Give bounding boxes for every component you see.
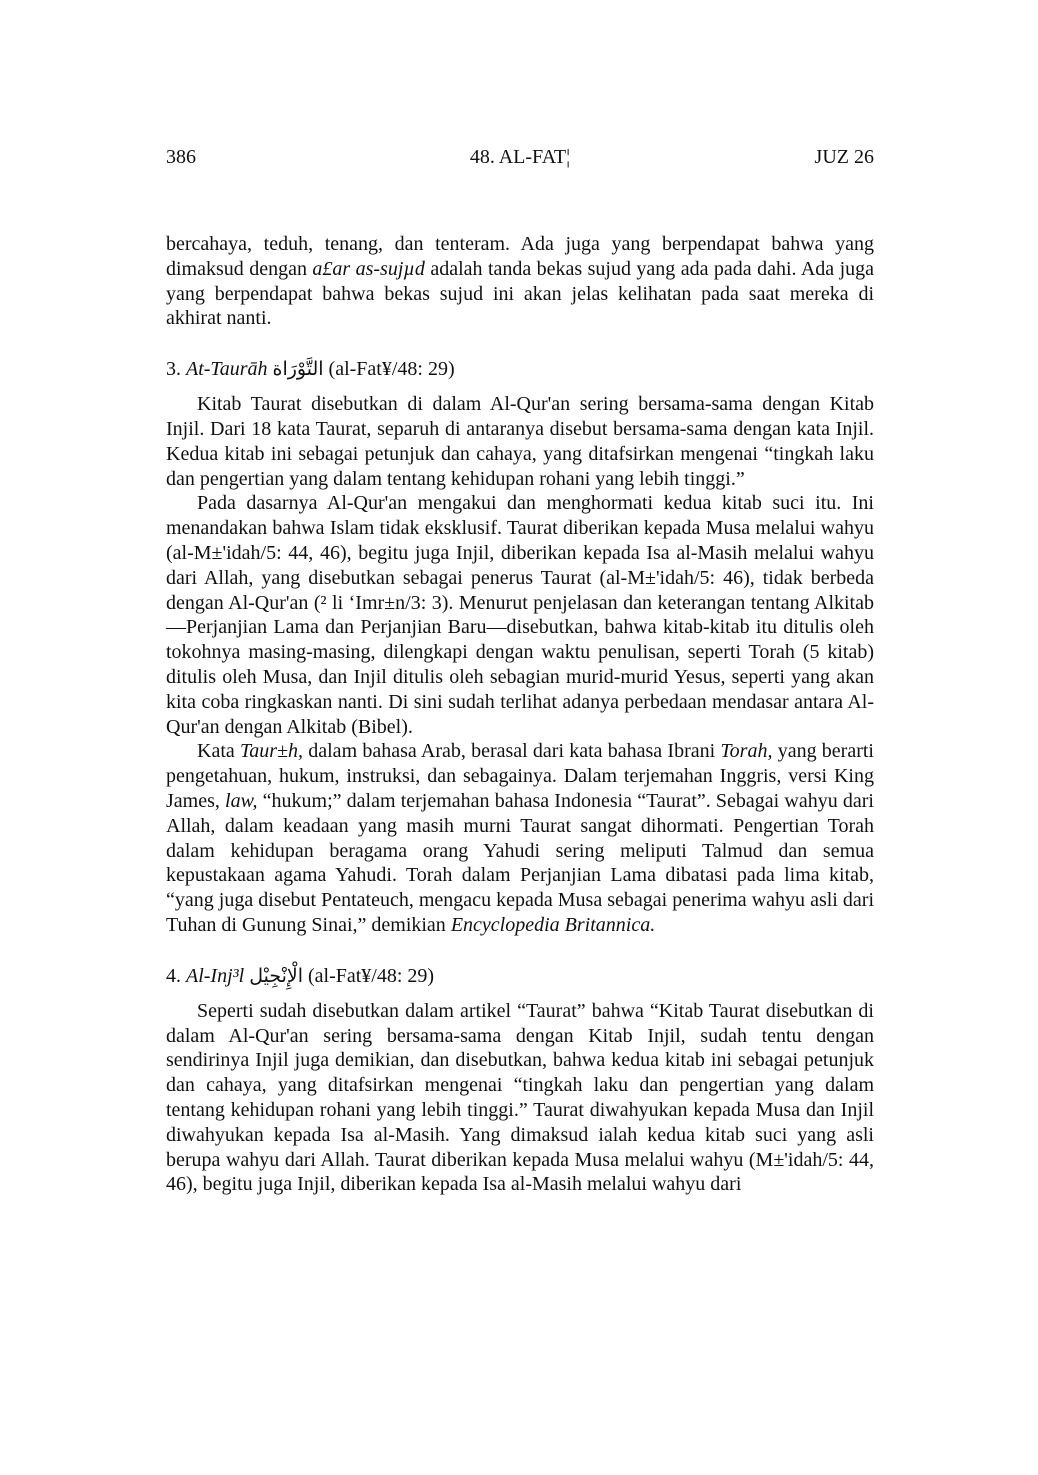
section-reference: (al-Fat¥/48: 29) (308, 964, 435, 987)
page-body (166, 232, 874, 1197)
intro-paragraph: bercahaya, teduh, tenang, dan tenteram. Ada juga yang berpendapat bahwa yang dimaksud dengan a£ar as-sujµd adalah tanda bekas sujud yang ada pada dahi. Ada juga yang berpendapat bahwa bekas sujud ini akan jelas kelihatan pada saat mereka di akhirat nanti. (166, 233, 875, 330)
paragraph: Kata Taur±h, dalam bahasa Arab, berasal dari kata bahasa Ibrani Torah, yang berarti pengetahuan, hukum, instruksi, dan sebagainya. Dalam terjemahan Inggris, versi King James, law, “hukum;” dalam terjemahan bahasa Indonesia “Taurat”. Sebagai wahyu dari Allah, dalam keadaan yang masih murni Taurat sangat dihormati. Pengertian Torah dalam kehidupan beragama orang Yahudi sering meliputi Talmud dan semua kepustakaan agama Yahudi. Torah dalam Perjanjian Lama dibatasi pada lima kitab, “yang juga disebut Pentateuch, mengacu kepada Musa sebagai penerima wahyu asli dari Tuhan di Gunung Sinai,” demikian Encyclopedia Britannica. (166, 740, 874, 936)
running-header (166, 146, 874, 172)
section-term: Al-Inj³l (186, 964, 245, 987)
paragraph: Pada dasarnya Al-Qur'an mengakui dan menghormati kedua kitab suci itu. Ini menandakan bahwa Islam tidak eksklusif. Taurat diberikan kepada Musa melalui wahyu (al-M±'idah/5: 44, 46), begitu juga Injil, diberikan kepada Isa al-Masih melalui wahyu dari Allah, yang disebutkan sebagai penerus Taurat (al-M±'idah/5: 46), tidak berbeda dengan Al-Qur'an (² li ‘Imr±n/3: 3). Menurut penjelasan dan keterangan tentang Alkitab—Perjanjian Lama dan Perjanjian Baru—disebutkan, bahwa kitab-kitab itu ditulis oleh tokohnya masing-masing, dilengkapi dengan waktu penulisan, seperti Torah (5 kitab) ditulis oleh Musa, dan Injil ditulis oleh sebagian murid-murid Yesus, seperti yang akan kita coba ringkaskan nanti. Di sini sudah terlihat adanya perbedaan mendasar antara Al-Qur'an dengan Alkitab (Bibel). (166, 492, 874, 738)
page-number: 386 (166, 146, 196, 168)
section-term: At-Taurāh (186, 358, 268, 381)
paragraph: Kitab Taurat disebutkan di dalam Al-Qur'an sering bersama-sama dengan Kitab Injil. Dari 18 kata Taurat, separuh di antaranya disebut bersama-sama dengan kata Injil. Kedua kitab ini sebagai petunjuk dan cahaya, yang ditafsirkan mengenai “tingkah laku dan pengertian yang dalam tentang kehidupan rohani yang lebih tinggi.” (166, 393, 874, 490)
arabic-term: الْإِنْجِيْل (249, 964, 303, 987)
section-number: 4. (166, 964, 181, 987)
section-heading-taurah (166, 356, 874, 382)
section-reference: (al-Fat¥/48: 29) (328, 358, 455, 381)
juz-label: JUZ 26 (814, 146, 874, 168)
italic-term: a£ar as-sujµd (312, 257, 425, 280)
section-heading-injil (166, 963, 874, 989)
arabic-term: التَّوْرَاة (272, 358, 324, 381)
paragraph: Seperti sudah disebutkan dalam artikel “Taurat” bahwa “Kitab Taurat disebutkan di dalam Al-Qur'an sering bersama-sama dengan Kitab Injil, sudah tentu dengan sendirinya Injil juga demikian, dan disebutkan, bahwa kedua kitab ini sebagai petunjuk dan cahaya, yang ditafsirkan mengenai “tingkah laku dan pengertian yang dalam tentang kehidupan rohani yang lebih tinggi.” Taurat diwahyukan kepada Musa dan Injil diwahyukan kepada Isa al-Masih. Yang dimaksud ialah kedua kitab suci yang asli berupa wahyu dari Allah. Taurat diberikan kepada Musa melalui wahyu (M±'idah/5: 44, 46), begitu juga Injil, diberikan kepada Isa al-Masih melalui wahyu dari (166, 999, 874, 1196)
section-number: 3. (166, 358, 181, 381)
chapter-title: 48. AL-FAT¦ (469, 146, 571, 168)
